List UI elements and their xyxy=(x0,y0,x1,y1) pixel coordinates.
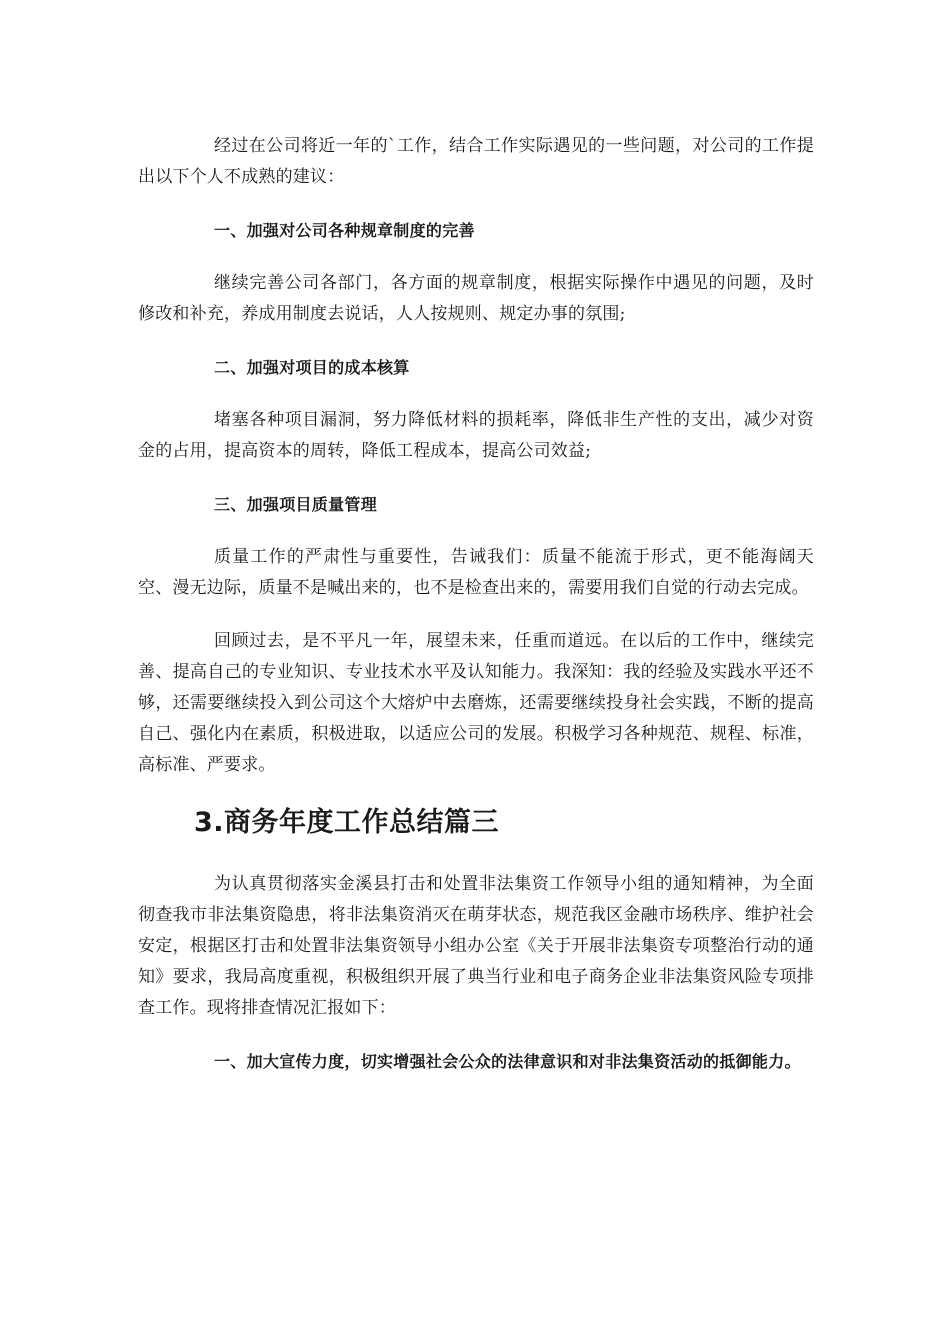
cost-paragraph: 堵塞各种项目漏洞，努力降低材料的损耗率，降低非生产性的支出，减少对资金的占用，提高资本的周转，降低工程成本，提高公司效益; xyxy=(138,410,814,461)
document-page xyxy=(138,131,814,1100)
section-heading-cost: 二、加强对项目的成本核算 xyxy=(214,358,410,377)
article-title: 3.商务年度工作总结篇三 xyxy=(194,807,500,838)
investigation-paragraph: 为认真贯彻落实金溪县打击和处置非法集资工作领导小组的通知精神，为全面彻查我市非法集资隐患，将非法集资消灭在萌芽状态，规范我区金融市场秩序、维护社会安定，根据区打击和处置非法集资领导小组办公室《关于开展非法集资专项整治行动的通知》要求，我局高度重视，积极组织开展了典当行业和电子商务企业非法集资风险专项排查工作。现将排查情况汇报如下： xyxy=(138,874,814,1018)
quality-paragraph: 质量工作的严肃性与重要性，告诫我们：质量不能流于形式，更不能海阔天空、漫无边际，质量不是喊出来的，也不是检查出来的，需要用我们自觉的行动去完成。 xyxy=(138,547,814,598)
rules-paragraph: 继续完善公司各部门，各方面的规章制度，根据实际操作中遇见的问题，及时修改和补充，养成用制度去说话，人人按规则、规定办事的氛围; xyxy=(138,273,814,324)
review-paragraph: 回顾过去，是不平凡一年，展望未来，任重而道远。在以后的工作中，继续完善、提高自己的专业知识、专业技术水平及认知能力。我深知：我的经验及实践水平还不够，还需要继续投入到公司这个大熔炉中去磨炼，还需要继续投身社会实践，不断的提高自己、强化内在素质，积极进取，以适应公司的发展。积极学习各种规范、规程、标准，高标准、严要求。 xyxy=(138,631,814,775)
intro-paragraph: 经过在公司将近一年的`工作，结合工作实际遇见的一些问题，对公司的工作提出以下个人不成熟的建议： xyxy=(138,136,814,187)
section-heading-rules: 一、加强对公司各种规章制度的完善 xyxy=(214,221,475,240)
section-heading-quality: 三、加强项目质量管理 xyxy=(214,495,378,514)
section-heading-publicity: 一、加大宣传力度，切实增强社会公众的法律意识和对非法集资活动的抵御能力。 xyxy=(214,1052,801,1071)
